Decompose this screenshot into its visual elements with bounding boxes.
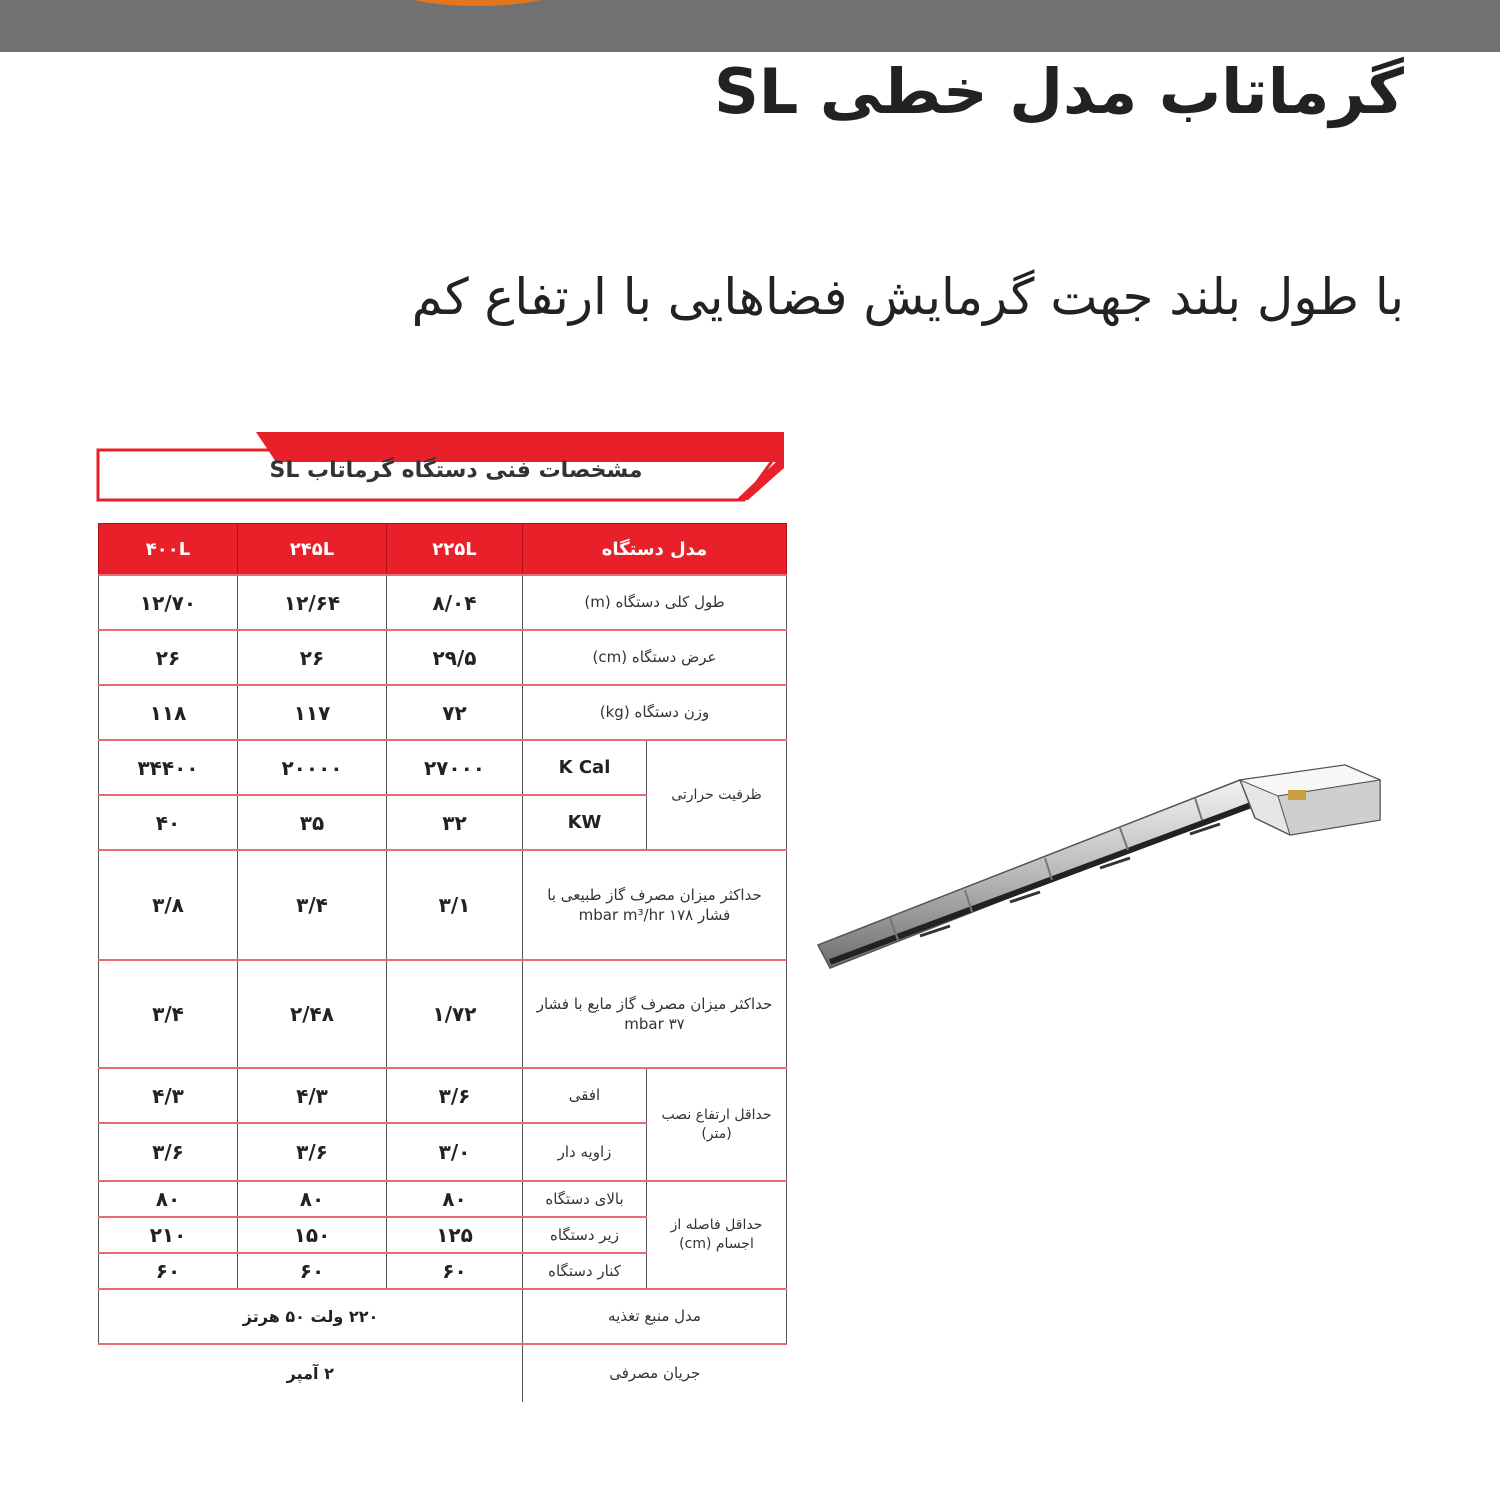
- table-row: [99, 960, 787, 1068]
- cell-value: ۸۰: [238, 1181, 387, 1217]
- spec-title: مشخصات فنی دستگاه گرماتاب SL: [269, 458, 643, 483]
- cell-value: ۳۲: [387, 795, 523, 850]
- cell-value: ۲/۴۸: [238, 960, 387, 1068]
- table-row: [99, 575, 787, 630]
- cell-value: ۳/۱: [387, 850, 523, 960]
- cell-value: ۳/۶: [99, 1123, 238, 1181]
- cell-value: ۳/۰: [387, 1123, 523, 1181]
- brand-logo: [392, 0, 562, 6]
- cell-value: ۲۶: [238, 630, 387, 685]
- table-row: [99, 685, 787, 740]
- cell-value: ۸/۰۴: [387, 575, 523, 630]
- row-label: مدل منبع تغذیه: [523, 1289, 787, 1344]
- cell-value: ۳۵: [238, 795, 387, 850]
- row-label: افقی: [523, 1068, 647, 1123]
- cell-value: ۸۰: [99, 1181, 238, 1217]
- table-row: [99, 1289, 787, 1344]
- cell-value: ۲۹/۵: [387, 630, 523, 685]
- cell-value: ۲۶: [99, 630, 238, 685]
- cell-value: ۳/۶: [238, 1123, 387, 1181]
- cell-value: ۱۲/۶۴: [238, 575, 387, 630]
- row-label: زاویه دار: [523, 1123, 647, 1181]
- cell-value: ۳۴۴۰۰: [99, 740, 238, 795]
- table-row: [99, 630, 787, 685]
- unit-label: K Cal: [523, 740, 647, 795]
- table-row: [99, 740, 787, 795]
- cell-value: ۶۰: [99, 1253, 238, 1289]
- table-row: [99, 1344, 787, 1402]
- page-title: گرماتاب مدل خطی SL: [714, 55, 1404, 128]
- table-row: [99, 1181, 787, 1217]
- cell-value: ۲۰۰۰۰: [238, 740, 387, 795]
- cell-value: ۲۷۰۰۰: [387, 740, 523, 795]
- row-label: کنار دستگاه: [523, 1253, 647, 1289]
- top-bar: [0, 0, 1500, 52]
- col-header: مدل دستگاه: [523, 524, 787, 576]
- page-subtitle: با طول بلند جهت گرمایش فضاهایی با ارتفاع کم: [411, 268, 1404, 326]
- spec-sheet: [96, 428, 788, 1403]
- table-row: [99, 850, 787, 960]
- cell-value: ۳/۴: [99, 960, 238, 1068]
- table-header-row: [99, 524, 787, 576]
- cell-value: ۶۰: [387, 1253, 523, 1289]
- col-header: ۴۰۰L: [99, 524, 238, 576]
- cell-value: ۶۰: [238, 1253, 387, 1289]
- col-header: ۲۴۵L: [238, 524, 387, 576]
- cell-value: ۱۲۵: [387, 1217, 523, 1253]
- cell-value: ۲۲۰ ولت ۵۰ هرتز: [99, 1289, 523, 1344]
- cell-value: ۱۵۰: [238, 1217, 387, 1253]
- cell-value: ۲ آمپر: [99, 1344, 523, 1402]
- unit-label: KW: [523, 795, 647, 850]
- table-row: [99, 1068, 787, 1123]
- spec-table: [98, 523, 787, 1402]
- cell-value: ۴/۳: [99, 1068, 238, 1123]
- cell-value: ۳/۸: [99, 850, 238, 960]
- cell-value: ۱۱۸: [99, 685, 238, 740]
- cell-value: ۲۱۰: [99, 1217, 238, 1253]
- row-label: وزن دستگاه (kg): [523, 685, 787, 740]
- row-label: حداکثر میزان مصرف گاز طبیعی با فشار ۱۷۸ mbar m³/hr: [523, 850, 787, 960]
- cell-value: ۴۰: [99, 795, 238, 850]
- col-header: ۲۲۵L: [387, 524, 523, 576]
- cell-value: ۱۲/۷۰: [99, 575, 238, 630]
- row-label: طول کلی دستگاه (m): [523, 575, 787, 630]
- cell-value: ۷۲: [387, 685, 523, 740]
- cell-value: ۸۰: [387, 1181, 523, 1217]
- group-label: ظرفیت حرارتی: [647, 740, 787, 850]
- cell-value: ۱/۷۲: [387, 960, 523, 1068]
- row-label: بالای دستگاه: [523, 1181, 647, 1217]
- cell-value: ۱۱۷: [238, 685, 387, 740]
- row-label: جریان مصرفی: [523, 1344, 787, 1402]
- cell-value: ۳/۴: [238, 850, 387, 960]
- row-label: عرض دستگاه (cm): [523, 630, 787, 685]
- group-label: حداقل ارتفاع نصب (متر): [647, 1068, 787, 1181]
- cell-value: ۳/۶: [387, 1068, 523, 1123]
- group-label: حداقل فاصله از اجسام (cm): [647, 1181, 787, 1289]
- cell-value: ۴/۳: [238, 1068, 387, 1123]
- heater-product-image: [800, 740, 1400, 990]
- row-label: حداکثر میزان مصرف گاز مایع با فشار ۳۷ mbar: [523, 960, 787, 1068]
- row-label: زیر دستگاه: [523, 1217, 647, 1253]
